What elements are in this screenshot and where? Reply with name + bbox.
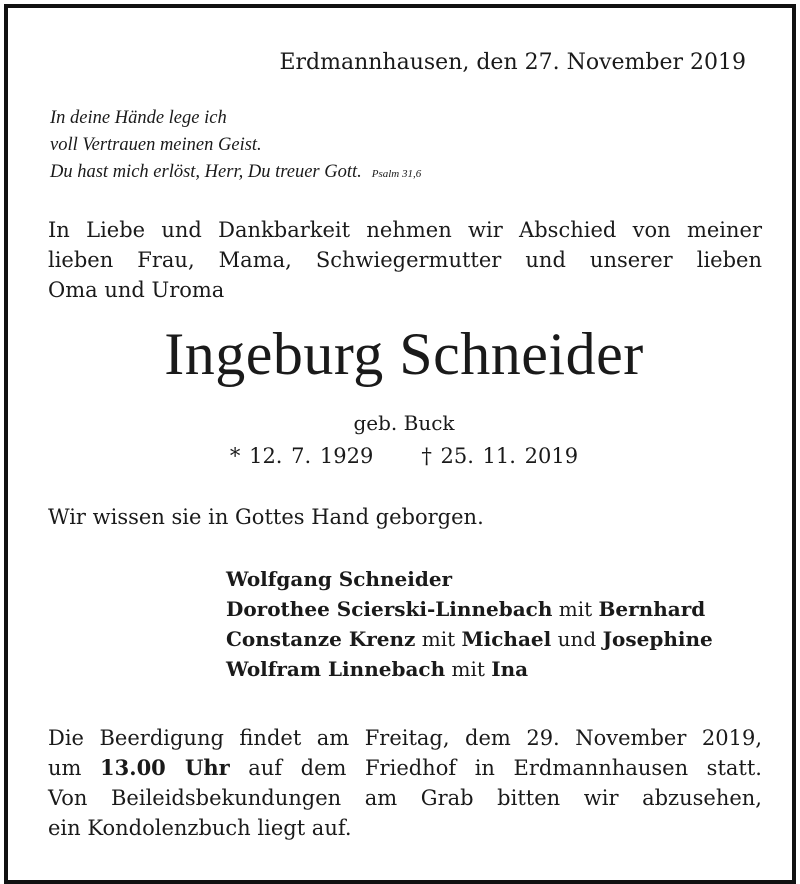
psalm-line-text: Du hast mich erlöst, Herr, Du treuer Gott. <box>50 162 362 182</box>
intro-line: In Liebe und Dankbarkeit nehmen wir Abschied von meiner <box>48 218 762 242</box>
trust-line: Wir wissen sie in Gottes Hand geborgen. <box>48 505 484 529</box>
family-connector: mit <box>451 657 485 681</box>
psalm-line: voll Vertrauen meinen Geist. <box>50 135 262 155</box>
death-date: † 25. 11. 2019 <box>421 444 579 468</box>
family-partner-name: Ina <box>491 657 529 681</box>
psalm-reference: Psalm 31,6 <box>371 168 422 180</box>
psalm-quote <box>50 105 421 188</box>
funeral-time: 13.00 Uhr <box>100 755 230 780</box>
life-dates <box>8 444 800 468</box>
funeral-line: ein Kondolenzbuch liegt auf. <box>48 816 352 840</box>
psalm-line <box>50 159 421 188</box>
family-connector: mit <box>421 627 456 651</box>
family-member-name: Constanze Krenz <box>226 627 416 651</box>
family-member-name: Wolfram Linnebach <box>226 657 446 681</box>
family-partner-name: Michael <box>461 627 552 651</box>
obituary-frame <box>4 4 796 884</box>
family-list <box>226 564 713 684</box>
family-row <box>226 624 713 654</box>
funeral-line <box>48 753 762 783</box>
deceased-name: Ingeburg Schneider <box>164 321 644 387</box>
intro-line: lieben Frau, Mama, Schwiegermutter und unserer lieben <box>48 248 762 272</box>
psalm-line: In deine Hände lege ich <box>50 108 227 128</box>
family-member-name: Wolfgang Schneider <box>226 567 453 591</box>
birth-name: geb. Buck <box>353 411 455 435</box>
funeral-text: auf dem Friedhof in Erdmannhausen statt. <box>248 756 762 780</box>
funeral-line: Die Beerdigung findet am Freitag, dem 29. November 2019, <box>48 726 762 750</box>
family-row <box>226 654 713 684</box>
funeral-info <box>48 723 762 843</box>
family-member-name: Dorothee Scierski-Linnebach <box>226 597 553 621</box>
intro-line: Oma und Uroma <box>48 278 225 302</box>
intro-text <box>48 215 762 305</box>
funeral-text: um <box>48 756 82 780</box>
family-row <box>226 564 713 594</box>
family-connector: und <box>557 627 597 651</box>
family-partner-name: Bernhard <box>598 597 706 621</box>
birth-date: * 12. 7. 1929 <box>229 444 374 468</box>
family-row <box>226 594 713 624</box>
place-date: Erdmannhausen, den 27. November 2019 <box>279 50 746 75</box>
funeral-line: Von Beileidsbekundungen am Grab bitten wir abzusehen, <box>48 786 762 810</box>
family-partner-name: Josephine <box>602 627 713 651</box>
family-connector: mit <box>558 597 593 621</box>
